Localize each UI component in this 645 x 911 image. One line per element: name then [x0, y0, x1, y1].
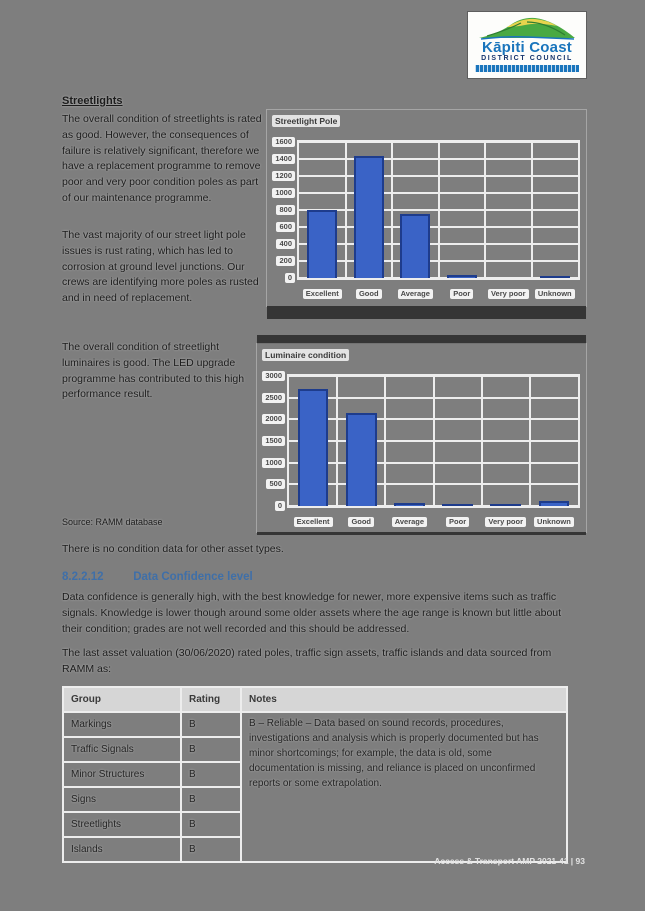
- grid-line: [345, 142, 347, 278]
- section-title: Data Confidence level: [133, 571, 253, 583]
- x-axis-tick-chip: Very poor: [488, 289, 529, 299]
- x-axis-tick-chip: Poor: [446, 517, 469, 527]
- x-axis-tick-label: [532, 283, 579, 301]
- x-axis-tick-chip: Average: [398, 289, 433, 299]
- luminaire-condition-chart: [257, 344, 586, 532]
- bar-poor: [447, 275, 477, 278]
- y-axis-tick-label: 0: [275, 501, 285, 511]
- x-axis-tick-label: [485, 283, 532, 301]
- x-axis-tick-label: [434, 511, 482, 529]
- no-condition-data-note: There is no condition data for other asset types.: [62, 543, 284, 555]
- x-axis-tick-chip: Good: [348, 517, 374, 527]
- table-header-row: [63, 687, 567, 712]
- column-header-rating: Rating: [181, 687, 241, 712]
- streetlights-heading: Streetlights: [62, 95, 123, 107]
- x-axis-tick-label: [482, 511, 530, 529]
- source-note: Source: RAMM database: [62, 517, 163, 527]
- bar-good: [346, 413, 377, 506]
- group-cell: Minor Structures: [63, 762, 181, 787]
- page-footer: Access & Transport AMP 2021-41 | 93: [434, 856, 585, 866]
- grid-line: [529, 376, 531, 506]
- figure-edge-strip: [257, 532, 586, 535]
- rating-cell: B: [181, 812, 241, 837]
- streetlights-paragraph-1: The overall condition of streetlights is rated as good. However, the consequences of failure is relatively significant, therefore we have a replacement programme to remove poor and very poor condition poles as part of our maintenance programme.: [62, 113, 262, 204]
- logo-subtitle: DISTRICT COUNCIL: [481, 55, 573, 62]
- data-confidence-table: [62, 686, 568, 863]
- data-confidence-heading: [62, 571, 253, 583]
- bar-poor: [442, 504, 473, 506]
- grid-line: [481, 376, 483, 506]
- chart-plot-area: [265, 370, 580, 526]
- bar-very-poor: [490, 504, 521, 506]
- bar-unknown: [539, 501, 570, 506]
- streetlights-paragraph-2: The vast majority of our street light pole issues is rust rating, which has led to corrosion at ground level junctions. Our crews are identifying more poles as rusted and in need of replacement.: [62, 229, 259, 304]
- x-axis-tick-chip: Excellent: [294, 517, 333, 527]
- grid-line: [384, 376, 386, 506]
- bar-average: [394, 503, 425, 506]
- bar-unknown: [540, 276, 570, 278]
- table-row: [63, 712, 567, 737]
- rating-cell: B: [181, 737, 241, 762]
- rating-cell: B: [181, 837, 241, 862]
- bar-excellent: [307, 210, 337, 278]
- council-logo: [468, 12, 586, 78]
- luminaires-paragraph: The overall condition of streetlight luminaires is good. The LED upgrade programme has contributed to this high performance result.: [62, 341, 245, 401]
- chart-title: Luminaire condition: [262, 349, 349, 361]
- figure-edge-strip: [267, 306, 586, 319]
- x-axis-tick-chip: Poor: [450, 289, 473, 299]
- x-axis-tick-label: [346, 283, 393, 301]
- column-header-notes: Notes: [241, 687, 567, 712]
- y-axis-tick-label: 400: [276, 239, 295, 249]
- figure-edge-strip: [257, 335, 586, 344]
- grid-line: [484, 142, 486, 278]
- grid-line: [391, 142, 393, 278]
- x-axis-tick-label: [289, 511, 337, 529]
- x-axis-tick-label: [299, 283, 346, 301]
- y-axis-tick-label: 1500: [262, 436, 285, 446]
- section-number: 8.2.2.12: [62, 571, 104, 583]
- column-header-group: Group: [63, 687, 181, 712]
- bar-good: [354, 156, 384, 278]
- x-axis-tick-chip: Excellent: [303, 289, 342, 299]
- x-axis-tick-chip: Very poor: [485, 517, 526, 527]
- notes-cell: B – Reliable – Data based on sound records, procedures, investigations and analysis which is properly documented but has minor shortcomings; for example, the data is old, some documentation is missing, and reliance is placed on unconfirmed reports or some extrapolation.: [241, 712, 567, 862]
- y-axis-tick-label: 2500: [262, 393, 285, 403]
- confidence-paragraph-2: The last asset valuation (30/06/2020) rated poles, traffic sign assets, traffic islands and data sourced from RAMM as:: [62, 647, 552, 675]
- y-axis-tick-label: 600: [276, 222, 295, 232]
- kapiti-island-icon: [477, 14, 577, 40]
- y-axis-tick-label: 2000: [262, 414, 285, 424]
- grid-line: [433, 376, 435, 506]
- bar-excellent: [298, 389, 329, 506]
- rating-cell: B: [181, 712, 241, 737]
- x-axis-tick-label: [530, 511, 578, 529]
- grid-line: [336, 376, 338, 506]
- x-axis-tick-label: [337, 511, 385, 529]
- x-axis-tick-chip: Unknown: [535, 289, 575, 299]
- group-cell: Islands: [63, 837, 181, 862]
- x-axis-tick-chip: Good: [356, 289, 382, 299]
- y-axis-tick-label: 1200: [272, 171, 295, 181]
- y-axis-tick-label: 3000: [262, 371, 285, 381]
- y-axis-tick-label: 500: [266, 479, 285, 489]
- x-axis-tick-label: [385, 511, 433, 529]
- group-cell: Signs: [63, 787, 181, 812]
- x-axis-tick-label: [392, 283, 439, 301]
- confidence-paragraph-1: Data confidence is generally high, with the best knowledge for newer, more expensive items such as traffic signals. Knowledge is lower though around some older assets where the age range is known but little about their condition; grades are not well recorded and this should be addressed.: [62, 591, 562, 635]
- bar-average: [400, 214, 430, 278]
- x-axis-tick-chip: Average: [392, 517, 427, 527]
- grid-line: [531, 142, 533, 278]
- x-axis-tick-chip: Unknown: [534, 517, 574, 527]
- y-axis-tick-label: 1000: [262, 458, 285, 468]
- y-axis-tick-label: 1000: [272, 188, 295, 198]
- chart-plot-area: [275, 136, 580, 298]
- group-cell: Traffic Signals: [63, 737, 181, 762]
- rating-cell: B: [181, 787, 241, 812]
- x-axis-tick-label: [439, 283, 486, 301]
- y-axis-tick-label: 0: [285, 273, 295, 283]
- y-axis-tick-label: 1600: [272, 137, 295, 147]
- y-axis-tick-label: 200: [276, 256, 295, 266]
- chart-title: Streetlight Pole: [272, 115, 340, 127]
- grid-line: [438, 142, 440, 278]
- rating-cell: B: [181, 762, 241, 787]
- logo-motto-strip: [475, 65, 579, 72]
- group-cell: Streetlights: [63, 812, 181, 837]
- y-axis-tick-label: 1400: [272, 154, 295, 164]
- group-cell: Markings: [63, 712, 181, 737]
- logo-name: Kāpiti Coast: [482, 39, 572, 56]
- streetlight-pole-chart: [267, 110, 586, 306]
- y-axis-tick-label: 800: [276, 205, 295, 215]
